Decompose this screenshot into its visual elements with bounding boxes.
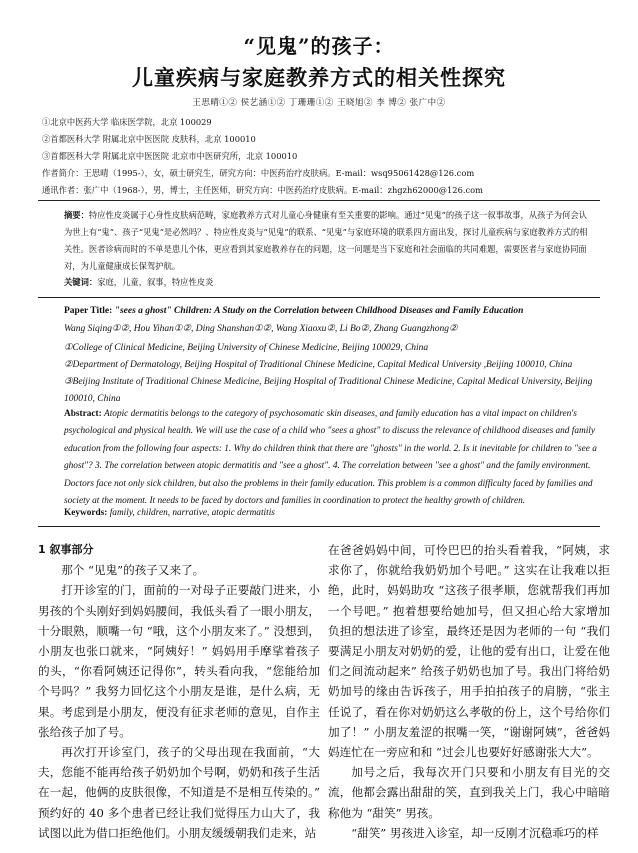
affiliation-en-3: ③Beijing Institute of Traditional Chinese Medicine, Beijing Hospital of Traditional Chinese Medicine, Capital Medical University, Beijing 100010, China [64,377,593,404]
keywords-cn-text: 家庭，儿童，叙事，特应性皮炎 [97,277,214,287]
body-column-left [38,540,320,843]
paper-title-en [64,306,523,316]
paper-title-line1: “见鬼”的孩子： [243,34,395,58]
keywords-cn [64,274,594,291]
authors-en: Wang Siqing①②, Hou Yihan①②, Ding Shanshan①②, Wang Xiaoxu②, Li Bo②, Zhang Guangzhong② [64,324,458,334]
abstract-cn-text: 特应性皮炎属于心身性皮肤病范畴，家庭教养方式对儿童心身健康有至关重要的影响。通过“见鬼”的孩子这一叙事故事，从孩子为何会认为世上有“鬼”、孩子“见鬼”是必然吗？、特应性皮炎与“见鬼”的联系、“见鬼”与家庭环境的联系四方面出发，探讨儿童疾病与家庭教养方式的相关性。医者诊病而时的不单是患儿个体，更应看到其家庭教养存在的问题，这一问题是当下家庭和社会面临的共同难题，需要医者与家庭协同面对，为儿童健康成长保驾护航。 [64,210,588,271]
paper-title-line2: 儿童疾病与家庭教养方式的相关性探究 [132,65,506,90]
affiliation-en-1: ①College of Clinical Medicine, Beijing University of Chinese Medicine, Beijing 100029, China [64,343,429,353]
body-paragraph: 在爸爸妈妈中间，可怜巴巴的抬头看着我，“阿姨，求求你了，你就给我奶奶加个号吧。” 这实在让我难以拒绝，此时，妈妈助攻 “这孩子很孝顺，您就帮我们再加一个号吧。” 抱着想要给她加号，但又担心给大家增加负担的想法进了诊室，最终还是因为老师的一句 “我们要满足小朋友对奶奶的爱，让他的爱有出口，让爱在他们之间流动起来” 给孩子奶奶也加了号。我出门将给奶奶加号的缘由告诉孩子，用手拍拍孩子的肩膀，“张主任说了，看在你对奶奶这么孝敬的份上，这个号给你们加了！” 小朋友羞涩的抿嘴一笑，“谢谢阿姨”，爸爸妈妈连忙在一旁应和和 “过会儿也要好好感谢张大大”。 [328,543,610,760]
body-paragraph: 那个 “见鬼”的孩子又来了。 [61,563,205,578]
keywords-cn-label: 关键词： [64,277,98,287]
affiliations-cn [42,114,483,199]
divider-bottom [38,526,600,527]
authors-cn: 王思晴①② 侯艺涵①② 丁珊珊①② 王晓旭② 李 博② 张广中② [192,98,446,108]
section-heading: 1 叙事部分 [38,543,94,556]
affiliation-cn-1: ①北京中医药大学 临床医学院，北京 100029 [42,117,212,127]
abstract-cn-label: 摘要： [64,210,89,220]
keywords-en-text: family, children, narrative, atopic dermatitis [109,508,275,518]
affiliations-en [64,340,604,408]
paper-title-en-text: "sees a ghost" Children: A Study on the Correlation between Childhood Diseases and Family Education [114,306,524,316]
body-paragraph: 加号之后，我每次开门只要和小朋友有目光的交流，他都会露出甜甜的笑，直到我关上门，我心中暗暗称他为 “甜笑” 男孩。 [328,765,610,820]
paper-title-en-label: Paper Title: [64,306,115,316]
affiliation-en-2: ②Department of Dermatology, Beijing Hospital of Traditional Chinese Medicine, Capital Medical University ,Beijing 100010, China [64,360,573,370]
author-note-cn-1: 作者简介：王思晴（1995-），女，硕士研究生，研究方向：中医药治疗皮肤病。E-mail：wsq95061428@126.com [42,168,475,178]
body-paragraph: “甜笑” 男孩进入诊室，却一反刚才沉稳乖巧的样 [351,825,599,840]
keywords-en [64,508,275,518]
abstract-en-label: Abstract: [64,409,105,419]
body-column-right [328,540,610,843]
divider-mid [38,297,600,298]
affiliation-cn-3: ③首都医科大学 附属北京中医医院 北京市中医研究所，北京 100010 [42,151,298,161]
body-paragraph: 打开诊室的门，面前的一对母子正要敲门进来，小男孩的个头刚好到妈妈腰间，我低头看了一眼小朋友，十分眼熟，顺嘴一句 “哦，这个小朋友来了。” 没想到，小朋友也张口就来，“阿姨好！” 妈妈用手摩挲着孩子的头，“你看阿姨还记得你”，转头看向我，“您能给加个号吗？” 我努力回忆这个小朋友是谁，是什么病，无果。考虑到是小朋友，便没有征求老师的意见，自作主张给孩子加了号。 [38,583,320,739]
affiliation-cn-2: ②首都医科大学 附属北京中医医院 皮肤科，北京 100010 [42,134,256,144]
keywords-en-label: Keywords: [64,508,110,518]
abstract-cn [64,207,594,275]
abstract-en-text: Atopic dermatitis belongs to the category of psychosomatic skin diseases, and family education has a vital impact on children's psychological and physical health. We will use the case of a child who "sees a ghost" to discuss the relevance of childhood diseases and family education from the following four aspects: 1. Why do children think that there are "ghosts" in the world. 2. Is it inevitable for children to "see a ghost"? 3. The correlation between atopic dermatitis and "see a ghost". 4. The correlation between "see a ghost" and the family environment. Doctors face not only sick children, but also the problems in their family education. This problem is a common difficulty faced by families and society at the moment. It needs to be faced by doctors and families in coordination to protect the healthy growth of children. [64,409,597,507]
author-note-cn-2: 通讯作者：张广中（1968-），男，博士，主任医师，研究方向：中医药治疗皮肤病。E-mail：zhgzh62000@126.com [42,185,484,195]
body-paragraph: 再次打开诊室门，孩子的父母出现在我面前，“大夫，您能不能再给孩子奶奶加个号啊，奶奶和孩子生活在一起，他俩的皮肤很像，不知道是不是相互传染的。” 预约好的 40 多个患者已经让我们觉得压力山大了，我试图以此为借口拒绝他们。小朋友缓缓朝我们走来，站 [38,745,320,840]
divider-top [38,200,600,201]
abstract-en [64,406,598,510]
